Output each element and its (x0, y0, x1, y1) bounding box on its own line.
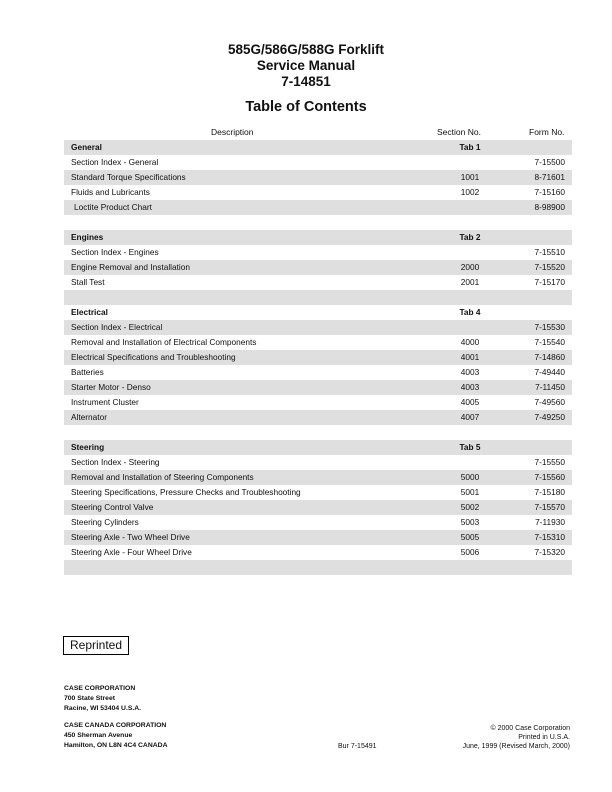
document-title-models: 585G/586G/588G Forklift (227, 42, 385, 57)
toc-section-number: 5006 (460, 547, 480, 557)
toc-row (64, 500, 572, 515)
toc-section-number: 4000 (460, 337, 480, 347)
toc-form-number: 7-11450 (535, 382, 565, 392)
section-group-title (64, 440, 572, 455)
toc-section-number: 4005 (460, 397, 480, 407)
toc-section-number: 2001 (460, 277, 480, 287)
column-header-description: Description (211, 127, 254, 137)
document-form-number: 7-14851 (281, 74, 331, 89)
toc-description: Steering Cylinders (71, 517, 139, 527)
toc-description: Section Index - General (71, 157, 159, 167)
section-group-title (64, 230, 572, 245)
address-line: Hamilton, ON L8N 4C4 CANADA (64, 742, 168, 749)
column-header-section: Section No. (437, 127, 481, 137)
toc-description: Electrical Specifications and Troubleshooting (71, 352, 236, 362)
toc-form-number: 7-11930 (535, 517, 565, 527)
toc-description: Steering Axle - Two Wheel Drive (71, 532, 190, 542)
group-tab: Tab 4 (459, 307, 481, 317)
toc-description: Steering Specifications, Pressure Checks and Troubleshooting (71, 487, 301, 497)
toc-form-number: 8-71601 (534, 172, 565, 182)
toc-row (64, 335, 572, 350)
toc-row (64, 395, 572, 410)
toc-description: Batteries (71, 367, 104, 377)
address-line: Racine, WI 53404 U.S.A. (64, 705, 142, 712)
toc-description: Loctite Product Chart (74, 202, 152, 212)
toc-section-number: 5002 (460, 502, 480, 512)
toc-form-number: 7-15550 (534, 457, 565, 467)
toc-description: Alternator (71, 412, 107, 422)
toc-description: Section Index - Electrical (71, 322, 163, 332)
toc-form-number: 7-49250 (534, 412, 565, 422)
toc-section-number: 1002 (460, 187, 480, 197)
spacer-row (64, 215, 572, 230)
toc-section-number: 1001 (460, 172, 480, 182)
document-title-manual: Service Manual (256, 58, 356, 73)
toc-form-number: 7-15520 (534, 262, 565, 272)
toc-row (64, 260, 572, 275)
toc-row (64, 380, 572, 395)
toc-form-number: 7-15540 (534, 337, 565, 347)
section-group-title (64, 140, 572, 155)
toc-row (64, 545, 572, 560)
toc-description: Fluids and Lubricants (71, 187, 150, 197)
toc-description: Steering Axle - Four Wheel Drive (71, 547, 192, 557)
spacer-row (64, 425, 572, 440)
toc-form-number: 7-15500 (534, 157, 565, 167)
toc-row (64, 275, 572, 290)
toc-section-number: 5003 (460, 517, 480, 527)
toc-description: Starter Motor - Denso (71, 382, 151, 392)
section-group-title (64, 305, 572, 320)
toc-row (64, 320, 572, 335)
toc-section-number: 5001 (460, 487, 480, 497)
group-title: Engines (71, 232, 104, 242)
toc-section-number: 4003 (460, 367, 480, 377)
group-title: Electrical (71, 307, 108, 317)
toc-row (64, 170, 572, 185)
toc-row (64, 485, 572, 500)
toc-row (64, 410, 572, 425)
toc-section-number: 4003 (460, 382, 480, 392)
group-tab: Tab 1 (459, 142, 481, 152)
toc-description: Removal and Installation of Steering Components (71, 472, 254, 482)
toc-description: Section Index - Engines (71, 247, 159, 257)
spacer-row (64, 560, 572, 575)
address-line: CASE CORPORATION (64, 685, 136, 692)
toc-heading: Table of Contents (245, 99, 367, 115)
toc-description: Removal and Installation of Electrical Components (71, 337, 257, 347)
toc-form-number: 7-15180 (534, 487, 565, 497)
toc-description: Standard Torque Specifications (71, 172, 186, 182)
toc-section-number: 5005 (460, 532, 480, 542)
toc-row (64, 515, 572, 530)
toc-form-number: 7-15560 (534, 472, 565, 482)
group-title: General (71, 142, 102, 152)
case-corporation-address (64, 684, 141, 714)
table-of-contents (64, 140, 572, 575)
toc-row (64, 470, 572, 485)
copyright-line: © 2000 Case Corporation (490, 725, 570, 732)
toc-row (64, 245, 572, 260)
toc-section-number: 5000 (460, 472, 480, 482)
address-line: CASE CANADA CORPORATION (64, 722, 167, 729)
toc-description: Section Index - Steering (71, 457, 160, 467)
address-line: 450 Sherman Avenue (64, 732, 133, 739)
toc-form-number: 7-15530 (534, 322, 565, 332)
reprinted-stamp: Reprinted (63, 636, 129, 655)
toc-description: Engine Removal and Installation (71, 262, 190, 272)
group-tab: Tab 2 (459, 232, 481, 242)
toc-row (64, 530, 572, 545)
toc-form-number: 7-49560 (534, 397, 565, 407)
bur-number: Bur 7-15491 (338, 743, 377, 750)
column-header-form: Form No. (529, 127, 565, 137)
toc-section-number: 4001 (460, 352, 480, 362)
copyright-block (463, 724, 570, 751)
toc-form-number: 7-15570 (534, 502, 565, 512)
address-line: 700 State Street (64, 695, 116, 702)
toc-row (64, 185, 572, 200)
toc-description: Instrument Cluster (71, 397, 139, 407)
toc-description: Steering Control Valve (71, 502, 154, 512)
toc-description: Stall Test (71, 277, 105, 287)
toc-row (64, 455, 572, 470)
toc-form-number: 7-15310 (534, 532, 565, 542)
toc-section-number: 2000 (460, 262, 480, 272)
toc-section-number: 4007 (460, 412, 480, 422)
spacer-row (64, 290, 572, 305)
copyright-line: June, 1999 (Revised March, 2000) (462, 743, 570, 750)
toc-form-number: 7-15160 (534, 187, 565, 197)
toc-form-number: 7-15510 (534, 247, 565, 257)
toc-form-number: 7-14860 (534, 352, 565, 362)
case-canada-address (64, 721, 167, 751)
copyright-line: Printed in U.S.A. (518, 734, 570, 741)
toc-row (64, 200, 572, 215)
toc-form-number: 8-98900 (534, 202, 565, 212)
toc-row (64, 350, 572, 365)
group-title: Steering (71, 442, 105, 452)
toc-form-number: 7-15170 (534, 277, 565, 287)
toc-row (64, 365, 572, 380)
toc-form-number: 7-15320 (534, 547, 565, 557)
toc-row (64, 155, 572, 170)
group-tab: Tab 5 (459, 442, 481, 452)
toc-form-number: 7-49440 (534, 367, 565, 377)
